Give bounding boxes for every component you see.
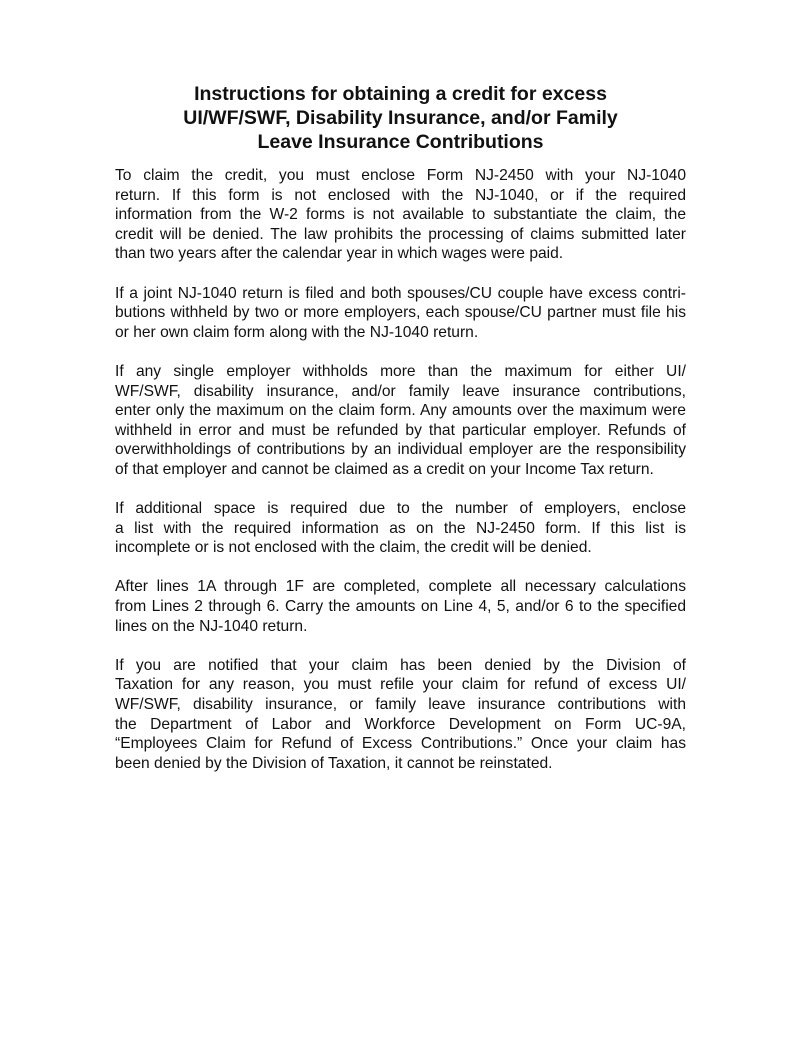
paragraph-line: credit will be denied. The law prohibits the processing of claims submitted later <box>115 225 686 243</box>
title-line: UI/WF/SWF, Disability Insurance, and/or Family <box>183 107 618 129</box>
paragraph-line: If additional space is required due to the number of employers, enclose <box>115 500 686 518</box>
paragraph-line: If you are notified that your claim has been denied by the Division of <box>115 656 686 674</box>
paragraph-line: lines on the NJ-1040 return. <box>115 617 308 635</box>
paragraph-line: To claim the credit, you must enclose Form NJ-2450 with your NJ-1040 <box>115 167 686 184</box>
paragraph-line: than two years after the calendar year in which wages were paid. <box>115 245 564 263</box>
paragraph <box>115 166 686 264</box>
paragraph-line: butions withheld by two or more employers, each spouse/CU partner must file his <box>115 304 686 322</box>
paragraph-line: a list with the required information as on the NJ-2450 form. If this list is <box>115 519 686 537</box>
paragraph-line: WF/SWF, disability insurance, or family leave insurance contributions with <box>115 696 686 714</box>
paragraph-line: overwithholdings of contributions by an individual employer are the responsibility <box>115 441 686 459</box>
paragraph-line: information from the W-2 forms is not available to substantiate the claim, the <box>115 206 686 224</box>
paragraph-line: return. If this form is not enclosed with the NJ-1040, or if the required <box>115 186 686 204</box>
title-line: Instructions for obtaining a credit for excess <box>194 83 607 105</box>
paragraph <box>115 499 686 558</box>
paragraph-line: If any single employer withholds more than the maximum for either UI/ <box>115 362 686 380</box>
paragraph-line: withheld in error and must be refunded by that particular employer. Refunds of <box>115 421 686 439</box>
paragraph-line: Taxation for any reason, you must refile your claim for refund of excess UI/ <box>115 676 686 694</box>
paragraph-line: or her own claim form along with the NJ-1040 return. <box>115 323 479 341</box>
document-title <box>115 82 686 154</box>
paragraph <box>115 284 686 343</box>
instructions-page <box>115 82 686 793</box>
paragraph-line: been denied by the Division of Taxation, it cannot be reinstated. <box>115 754 553 772</box>
paragraph-line: of that employer and cannot be claimed as a credit on your Income Tax return. <box>115 460 654 478</box>
paragraph-line: If a joint NJ-1040 return is filed and both spouses/CU couple have excess contri- <box>115 284 686 302</box>
paragraph-line: incomplete or is not enclosed with the claim, the credit will be denied. <box>115 539 592 557</box>
paragraph <box>115 656 686 774</box>
paragraph <box>115 362 686 480</box>
paragraph <box>115 577 686 636</box>
paragraph-line: enter only the maximum on the claim form. Any amounts over the maximum were <box>115 402 686 420</box>
paragraph-line: the Department of Labor and Workforce Development on Form UC-9A, <box>115 715 686 733</box>
paragraph-line: WF/SWF, disability insurance, and/or family leave insurance contributions, <box>115 382 686 400</box>
paragraph-line: “Employees Claim for Refund of Excess Contributions.” Once your claim has <box>115 735 686 753</box>
paragraph-line: from Lines 2 through 6. Carry the amounts on Line 4, 5, and/or 6 to the specified <box>115 598 686 616</box>
title-line: Leave Insurance Contributions <box>257 131 544 153</box>
paragraph-line: After lines 1A through 1F are completed, complete all necessary calculations <box>115 578 686 596</box>
document-body <box>115 166 686 773</box>
